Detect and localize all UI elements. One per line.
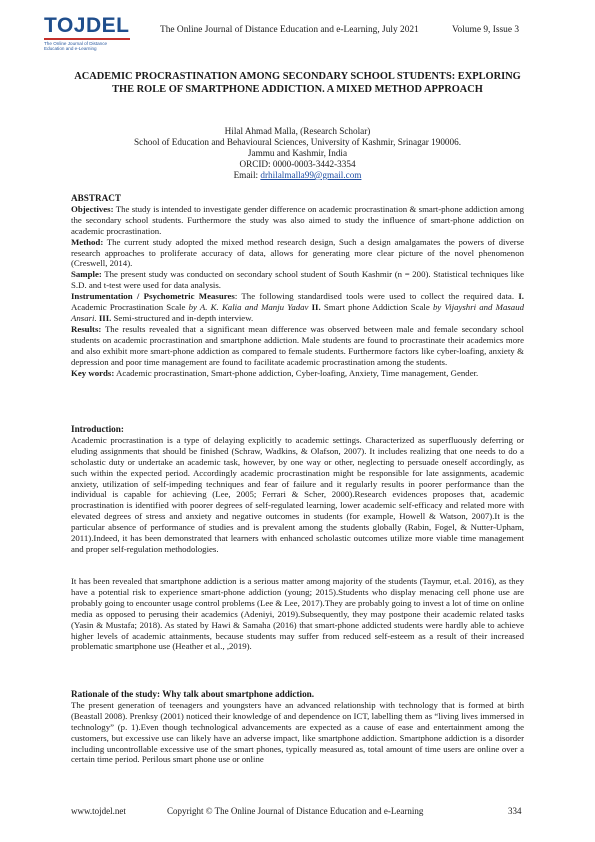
author-affiliation: School of Education and Behavioural Sciences, University of Kashmir, Srinagar 190006. — [134, 137, 461, 147]
introduction-paragraph-2-block — [71, 576, 524, 652]
results-text: The results revealed that a significant mean difference was observed between male and female secondary school students on academic procrastination and smartphone addiction. Male students are found to procrastinate their academics more and also exhibit more smart-phone addiction as compared to female students. Furthermore factors like cyber-loafing, anxiety & depression and poor time management are found to facilitate academic procrastination among the students. — [71, 323, 524, 367]
results-label: Results: — [71, 323, 102, 334]
author-orcid: ORCID: 0000-0003-3442-3354 — [239, 159, 356, 169]
footer-copyright: Copyright © The Online Journal of Distance Education and e-Learning — [167, 806, 424, 816]
logo-text: TOJDEL — [44, 14, 130, 37]
abstract-instrumentation — [71, 291, 524, 324]
abstract-results — [71, 324, 524, 368]
objectives-label: Objectives: — [71, 203, 114, 214]
page-number: 334 — [508, 806, 522, 816]
tool-1-authors: by A. K. Kalia and Manju Yadav — [188, 302, 309, 313]
tool-number-2: II. — [308, 302, 321, 313]
rationale-paragraph: The present generation of teenagers and youngsters have an advanced relationship with technology that is formed at birth (Beastall 2008). Prenksy (2001) noticed their knowledge of and dependence on ICT, labelling them as “living lives immersed in technology” (p. 1).Even though technological advancements are expected as a cause of ease and entertainment among the customers, but excessive use can likely have an adverse impact, like smartphone addiction. Smartphone addiction is a disorder including uncontrollable excessive use of the smart phones, typically measured as, total amount of time users are online over a certain time period. Perilous smart phone use or online — [71, 699, 524, 765]
instrumentation-text: : The following standardised tools were used to collect the required data. — [234, 291, 519, 302]
tool-2-authors: by Vijayshri and Masaud Ansari. — [71, 302, 524, 323]
journal-header: The Online Journal of Distance Education and e-Learning, July 2021 — [160, 25, 419, 35]
introduction-section — [71, 424, 524, 555]
abstract-sample — [71, 269, 524, 291]
email-link[interactable]: drhilalmalla99@gmail.com — [260, 170, 362, 180]
objectives-text: The study is intended to investigate gender difference on academic procrastination & smart-phone addiction among the secondary school students. Furthermore the study was also aimed to study the influence of smart-phone addiction on academic procrastination. — [71, 203, 524, 236]
tool-number-3: III. — [96, 312, 112, 323]
abstract-section — [71, 193, 524, 378]
logo-subtitle-line2: Education and e-Learning — [44, 46, 97, 51]
keywords-text: Academic procrastination, Smart-phone addiction, Cyber-loafing, Anxiety, Time management, Gender. — [114, 367, 479, 378]
author-email-line — [60, 170, 535, 181]
rationale-section — [71, 689, 524, 765]
abstract-keywords — [71, 368, 524, 379]
tool-1-text: Academic Procrastination Scale — [71, 302, 189, 313]
sample-text: The present study was conducted on secondary school student of South Kashmir (n = 200). Statistical techniques like S.D. and t-test were used for data analysis. — [71, 269, 524, 291]
introduction-heading: Introduction: — [71, 424, 124, 434]
method-label: Method: — [71, 236, 104, 247]
sample-label: Sample: — [71, 269, 102, 280]
instrumentation-label: Instrumentation / Psychometric Measures — [71, 291, 235, 302]
tool-2-text: Smart phone Addiction Scale — [320, 302, 433, 313]
tool-number-1: I. — [518, 291, 524, 302]
logo-subtitle-line1: The Online Journal of Distance — [44, 41, 108, 46]
abstract-objectives — [71, 204, 524, 237]
journal-logo — [40, 14, 140, 52]
abstract-method — [71, 237, 524, 270]
keywords-label: Key words: — [71, 367, 115, 378]
footer-website: www.tojdel.net — [71, 806, 126, 816]
author-location: Jammu and Kashmir, India — [247, 148, 348, 158]
logo-underline — [44, 38, 130, 40]
abstract-heading: ABSTRACT — [71, 193, 122, 203]
rationale-heading: Rationale of the study: Why talk about smartphone addiction. — [71, 689, 315, 699]
introduction-paragraph-1: Academic procrastination is a type of delaying explicitly to academic settings. Characterized as superfluously deferring or eluding assignments that should be finished (Schraw, Wadkins, & Olafson, 2007). It includes realizing that one needs to do a scholastic duty or undertake an academic task, however, by one way or other, neglecting to persuade oneself accordingly, as such within the expected period. Accordingly academic procrastination might be responsible for late assignments, academic anxiety, utilization of self-impeding techniques and fear of failure and it regularly results in poorer performance than the individual is capable for achieving (Lee, 2005; Ferrari & Scher, 2000).Research evidences proposes that, academic procrastination is identified with poorer degrees of self-regulated learning, lower academic self-efficacy and related more with elevated degrees of stress and anxiety and negative outcomes in students (for example, Howell & Watson, 2007).It is the particular absence of performance of studies and is prevalent among the students globally (Rabin, Fogel, & Nutter-Upham, 2011).Indeed, it has been demonstrated that learners with enhanced scholastic outcomes utilize more viable time management and proper self-regulation methodologies. — [71, 434, 524, 554]
paper-title: ACADEMIC PROCRASTINATION AMONG SECONDARY SCHOOL STUDENTS: EXPLORING THE ROLE OF SMARTPHONE ADDICTION. A MIXED METHOD APPROACH — [74, 71, 521, 96]
email-label: Email: — [233, 170, 261, 180]
tool-3-text: Semi-structured and in-depth interview. — [111, 312, 254, 323]
introduction-paragraph-2: It has been revealed that smartphone addiction is a serious matter among majority of the students (Taymur, et.al. 2016), as they have a potential risk to experience smart-phone addiction (young; 2015).Students who display menacing cell phone use are probably going to encounter usage control problems (Lee & Lee, 2017).They are probably going to invest a lot of time on online media as opposed to perusing their academics (Adeniyi, 2019).Subsequently, they may postpone their academic related tasks (Yasin & Mustafa; 2018). As stated by Hawi & Samaha (2016) that smart-phone addicted students were hardly able to achieve higher levels of academic attainments, because students may suffer from reduced self-esteem as a result of their increased problematic smartphone use (Heather et al., ,2019). — [71, 576, 524, 652]
volume-issue: Volume 9, Issue 3 — [452, 25, 520, 35]
author-name: Hilal Ahmad Malla, (Research Scholar) — [224, 126, 371, 136]
method-text: The current study adopted the mixed method research design, Such a design amalgamates the powers of diverse research approaches to proliferate accuracy of data, allows for generating more clear picture of the novel phenomenon (Creswell, 2014). — [71, 236, 524, 269]
